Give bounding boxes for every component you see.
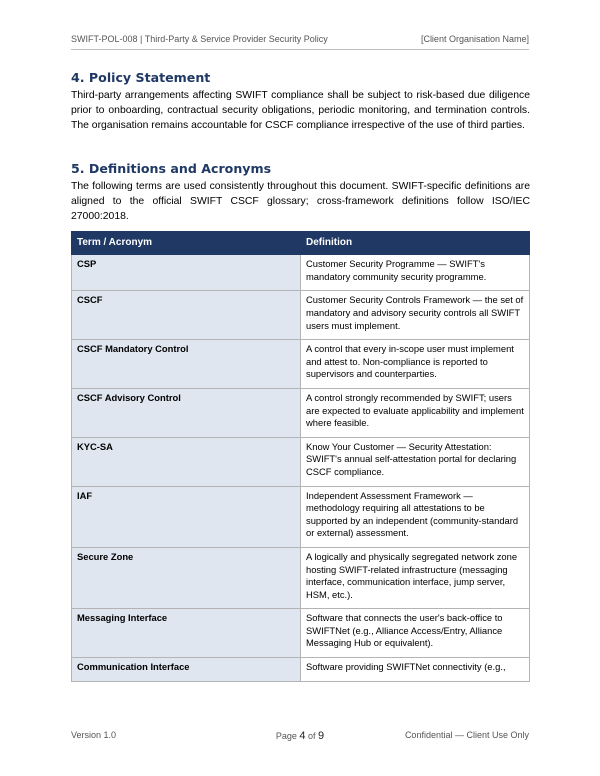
header-client-name: [Client Organisation Name] [420,34,529,44]
term-cell: CSCF Mandatory Control [72,340,301,389]
definitions-table [71,231,530,681]
page-content [71,70,530,682]
definition-cell: Know Your Customer — Security Attestation: SWIFT's annual self-attestation portal for declaring CSCF compliance. [301,437,530,486]
table-row [72,547,530,608]
definition-cell: Software that connects the user's back-office to SWIFTNet (e.g., Alliance Access/Entry, Alliance Messaging Hub or equivalent). [301,609,530,658]
term-cell: CSCF [72,291,301,340]
table-row [72,340,530,389]
definition-cell: A logically and physically segregated network zone hosting SWIFT-related infrastructure (messaging interface, communication interface, jump server, HSM, etc.). [301,547,530,608]
section-policy-statement [71,70,530,134]
definition-cell: Software providing SWIFTNet connectivity (e.g., [301,658,530,682]
page-header [71,33,529,50]
term-cell: CSCF Advisory Control [72,388,301,437]
section-4-heading: 4. Policy Statement [71,70,211,85]
footer-version: Version 1.0 [71,730,117,740]
table-row [72,437,530,486]
page-current: 4 [299,730,306,742]
table-row [72,291,530,340]
column-header-definition: Definition [301,232,530,255]
table-row [72,609,530,658]
table-row [72,658,530,682]
term-cell: Messaging Interface [72,609,301,658]
definition-cell: A control that every in-scope user must implement and attest to. Non-compliance is reported to supervisors and counterparties. [301,340,530,389]
section-definitions [71,161,530,682]
definition-cell: Customer Security Programme — SWIFT's mandatory community security programme. [301,255,530,291]
table-row [72,486,530,547]
page-total: 9 [318,730,325,742]
table-row [72,255,530,291]
term-cell: Secure Zone [72,547,301,608]
section-5-heading: 5. Definitions and Acronyms [71,160,272,176]
section-4-body: Third-party arrangements affecting SWIFT compliance shall be subject to risk-based due diligence prior to onboarding, contractual security obligations, periodic monitoring, and termination controls. The organisation remains accountable for CSCF compliance irrespective of the use of third parties. [71,90,530,132]
column-header-term: Term / Acronym [72,232,301,255]
page-footer [71,730,529,744]
term-cell: IAF [72,486,301,547]
page-prefix: Page [275,731,297,741]
definition-cell: A control strongly recommended by SWIFT; users are expected to evaluate applicability and implement where feasible. [301,388,530,437]
footer-classification: Confidential — Client Use Only [404,730,529,740]
term-cell: KYC-SA [72,437,301,486]
definition-cell: Independent Assessment Framework — methodology requiring all attestations to be supported by an independent (community-standard or external) assessment. [301,486,530,547]
definition-cell: Customer Security Controls Framework — the set of mandatory and advisory security controls all SWIFT users must implement. [301,291,530,340]
table-row [72,388,530,437]
section-5-body: The following terms are used consistently throughout this document. SWIFT-specific definitions are aligned to the official SWIFT CSCF glossary; cross-framework definitions follow ISO/IEC 27000:2018. [71,180,530,223]
term-cell: CSP [72,255,301,291]
header-document-title: SWIFT-POL-008 | Third-Party & Service Provider Security Policy [71,34,328,44]
term-cell: Communication Interface [72,658,301,682]
page-of: of [308,731,316,741]
table-header-row [72,232,530,255]
